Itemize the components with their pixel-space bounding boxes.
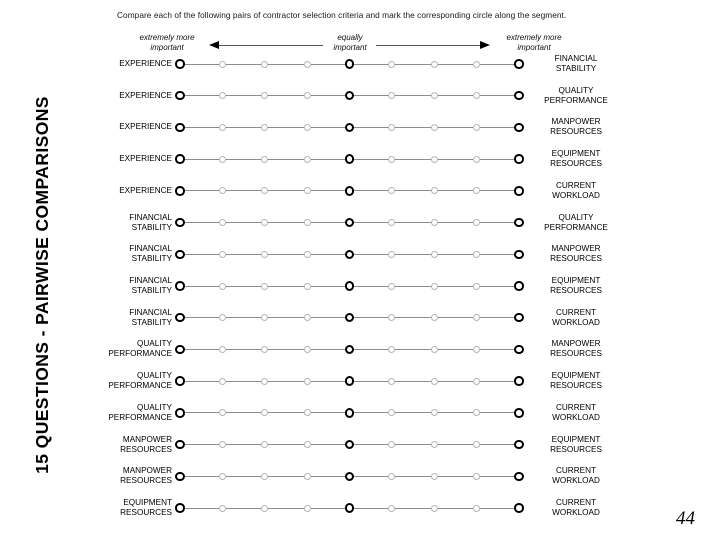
scale-point-major[interactable] [345,154,355,164]
scale-point-major[interactable] [345,408,355,418]
comparison-row [0,401,720,425]
criterion-label-right: QUALITY PERFORMANCE [544,212,608,232]
scale-label-left: extremely more important [139,33,195,52]
scale-point-major[interactable] [514,91,524,101]
comparison-row [0,52,720,76]
criterion-label-left: EXPERIENCE [119,59,172,68]
scale-point-minor[interactable] [261,505,268,512]
scale-point-major[interactable] [175,345,185,355]
scale-point-major[interactable] [175,408,185,418]
scale-point-minor[interactable] [431,92,438,99]
scale-point-minor[interactable] [431,61,438,68]
scale-point-minor[interactable] [304,283,311,290]
comparison-row [0,211,720,235]
criterion-label-left: FINANCIAL STABILITY [129,276,172,295]
scale-point-minor[interactable] [261,283,268,290]
criterion-label-right: MANPOWER RESOURCES [550,117,602,137]
scale-point-minor[interactable] [261,441,268,448]
scale-point-major[interactable] [345,250,355,260]
scale-point-minor[interactable] [388,441,395,448]
scale-point-minor[interactable] [431,441,438,448]
scale-point-minor[interactable] [388,473,395,480]
scale-point-minor[interactable] [473,124,480,131]
criterion-label-right: CURRENT WORKLOAD [552,498,600,517]
comparison-row [0,496,720,520]
scale-point-minor[interactable] [261,124,268,131]
criterion-label-right: MANPOWER RESOURCES [550,339,602,359]
scale-point-minor[interactable] [431,219,438,226]
scale-point-major[interactable] [514,154,524,164]
scale-point-minor[interactable] [219,283,226,290]
scale-point-minor[interactable] [304,251,311,258]
scale-point-minor[interactable] [473,187,480,194]
scale-point-minor[interactable] [261,409,268,416]
scale-point-major[interactable] [175,59,185,69]
scale-point-major[interactable] [514,440,524,450]
comparison-row [0,274,720,298]
scale-point-minor[interactable] [431,378,438,385]
scale-point-minor[interactable] [304,61,311,68]
scale-point-major[interactable] [345,218,355,228]
comparison-row [0,369,720,393]
criterion-label-left: QUALITY PERFORMANCE [108,339,172,359]
criterion-label-right: CURRENT WORKLOAD [552,307,600,327]
scale-point-minor[interactable] [388,346,395,353]
scale-point-major[interactable] [175,186,185,196]
scale-point-minor[interactable] [431,314,438,321]
criterion-label-left: EXPERIENCE [119,122,172,132]
comparison-row [0,84,720,108]
scale-point-major[interactable] [514,408,524,418]
scale-point-major[interactable] [514,218,524,228]
scale-point-minor[interactable] [431,187,438,194]
scale-point-major[interactable] [514,472,524,482]
scale-point-minor[interactable] [304,219,311,226]
scale-point-major[interactable] [514,376,524,386]
scale-point-minor[interactable] [473,283,480,290]
scale-point-major[interactable] [345,123,355,133]
scale-point-minor[interactable] [388,505,395,512]
criterion-label-left: MANPOWER RESOURCES [120,434,172,454]
scale-point-major[interactable] [175,250,185,260]
scale-point-minor[interactable] [473,156,480,163]
criterion-label-left: FINANCIAL STABILITY [129,212,172,232]
scale-point-major[interactable] [514,281,524,291]
scale-point-minor[interactable] [473,219,480,226]
scale-point-major[interactable] [514,345,524,355]
scale-point-major[interactable] [175,123,185,133]
scale-point-minor[interactable] [473,409,480,416]
scale-point-minor[interactable] [219,156,226,163]
scale-point-minor[interactable] [304,314,311,321]
scale-point-minor[interactable] [304,92,311,99]
scale-point-major[interactable] [345,281,355,291]
scale-point-minor[interactable] [219,219,226,226]
scale-point-minor[interactable] [388,283,395,290]
comparison-row [0,306,720,330]
scale-point-minor[interactable] [473,61,480,68]
scale-point-minor[interactable] [219,346,226,353]
scale-point-minor[interactable] [431,156,438,163]
scale-point-minor[interactable] [261,92,268,99]
criterion-label-right: EQUIPMENT RESOURCES [550,371,602,391]
comparison-row [0,115,720,139]
scale-point-minor[interactable] [473,92,480,99]
page-number: 44 [676,508,695,529]
scale-point-major[interactable] [345,472,355,482]
criterion-label-left: QUALITY PERFORMANCE [108,402,172,422]
scale-point-minor[interactable] [219,409,226,416]
scale-point-major[interactable] [175,376,185,386]
scale-point-minor[interactable] [304,505,311,512]
scale-point-minor[interactable] [473,473,480,480]
scale-point-major[interactable] [514,123,524,133]
scale-point-major[interactable] [175,218,185,228]
scale-point-minor[interactable] [261,156,268,163]
scale-point-minor[interactable] [261,219,268,226]
scale-point-major[interactable] [345,313,355,323]
scale-point-minor[interactable] [219,251,226,258]
scale-point-minor[interactable] [473,505,480,512]
scale-point-major[interactable] [345,186,355,196]
scale-point-minor[interactable] [219,378,226,385]
scale-point-major[interactable] [514,59,524,69]
scale-point-minor[interactable] [431,409,438,416]
scale-point-major[interactable] [345,376,355,386]
scale-point-minor[interactable] [388,61,395,68]
scale-point-minor[interactable] [431,346,438,353]
scale-point-minor[interactable] [261,251,268,258]
scale-point-minor[interactable] [388,124,395,131]
scale-point-minor[interactable] [431,505,438,512]
comparison-row [0,179,720,203]
scale-point-minor[interactable] [304,346,311,353]
scale-point-minor[interactable] [219,473,226,480]
scale-point-minor[interactable] [431,251,438,258]
criterion-label-right: EQUIPMENT RESOURCES [550,149,602,169]
scale-point-minor[interactable] [388,219,395,226]
scale-point-major[interactable] [175,91,185,101]
scale-point-minor[interactable] [388,156,395,163]
comparison-row [0,242,720,266]
scale-point-minor[interactable] [304,378,311,385]
scale-point-minor[interactable] [304,409,311,416]
scale-point-minor[interactable] [388,251,395,258]
scale-point-minor[interactable] [304,187,311,194]
comparison-row [0,433,720,457]
criterion-label-left: EXPERIENCE [119,154,172,164]
scale-point-minor[interactable] [473,314,480,321]
scale-point-major[interactable] [175,472,185,482]
criterion-label-right: CURRENT WORKLOAD [552,466,600,486]
slide-side-title: 15 QUESTIONS - PAIRWISE COMPARISONS [32,96,52,474]
scale-point-major[interactable] [175,503,185,513]
scale-point-minor[interactable] [219,92,226,99]
scale-point-major[interactable] [345,440,355,450]
criterion-label-left: EQUIPMENT RESOURCES [120,498,172,517]
criterion-label-right: QUALITY PERFORMANCE [544,85,608,105]
criterion-label-left: EXPERIENCE [119,90,172,100]
instruction-text: Compare each of the following pairs of contractor selection criteria and mark the corresponding circle along the segment. [117,10,567,20]
scale-point-major[interactable] [175,440,185,450]
scale-point-minor[interactable] [388,378,395,385]
scale-point-major[interactable] [345,345,355,355]
criterion-label-right: EQUIPMENT RESOURCES [550,276,602,295]
scale-point-minor[interactable] [304,473,311,480]
scale-point-minor[interactable] [388,92,395,99]
scale-point-minor[interactable] [431,124,438,131]
scale-point-minor[interactable] [304,156,311,163]
comparison-row [0,147,720,171]
scale-point-minor[interactable] [261,473,268,480]
scale-point-minor[interactable] [261,61,268,68]
comparison-row [0,337,720,361]
scale-label-center: equally important [333,33,367,52]
scale-point-minor[interactable] [388,409,395,416]
criterion-label-left: FINANCIAL STABILITY [129,244,172,264]
criterion-label-right: EQUIPMENT RESOURCES [550,434,602,454]
criterion-label-left: EXPERIENCE [119,185,172,195]
scale-point-major[interactable] [514,503,524,513]
criterion-label-left: QUALITY PERFORMANCE [108,371,172,391]
scale-point-minor[interactable] [219,124,226,131]
scale-point-major[interactable] [175,313,185,323]
scale-point-major[interactable] [175,154,185,164]
scale-point-minor[interactable] [261,378,268,385]
scale-point-major[interactable] [514,250,524,260]
scale-point-minor[interactable] [261,314,268,321]
scale-point-major[interactable] [514,313,524,323]
scale-point-minor[interactable] [431,473,438,480]
scale-point-minor[interactable] [473,378,480,385]
scale-point-major[interactable] [345,91,355,101]
scale-point-minor[interactable] [304,124,311,131]
criterion-label-left: MANPOWER RESOURCES [120,466,172,486]
criterion-label-right: CURRENT WORKLOAD [552,180,600,200]
scale-point-major[interactable] [345,59,355,69]
scale-point-minor[interactable] [388,314,395,321]
scale-point-minor[interactable] [473,441,480,448]
scale-point-minor[interactable] [219,505,226,512]
criterion-label-right: CURRENT WORKLOAD [552,402,600,422]
scale-point-minor[interactable] [219,441,226,448]
criterion-label-left: FINANCIAL STABILITY [129,307,172,327]
scale-point-major[interactable] [345,503,355,513]
criterion-label-right: MANPOWER RESOURCES [550,244,602,264]
scale-point-minor[interactable] [473,251,480,258]
scale-point-major[interactable] [514,186,524,196]
scale-point-major[interactable] [175,281,185,291]
scale-point-minor[interactable] [304,441,311,448]
scale-point-minor[interactable] [473,346,480,353]
scale-point-minor[interactable] [261,346,268,353]
scale-point-minor[interactable] [431,283,438,290]
scale-point-minor[interactable] [219,314,226,321]
scale-point-minor[interactable] [219,187,226,194]
scale-label-right: extremely more important [506,33,562,52]
scale-point-minor[interactable] [261,187,268,194]
comparison-row [0,464,720,488]
criterion-label-right: FINANCIAL STABILITY [554,54,598,73]
scale-point-minor[interactable] [219,61,226,68]
scale-point-minor[interactable] [388,187,395,194]
